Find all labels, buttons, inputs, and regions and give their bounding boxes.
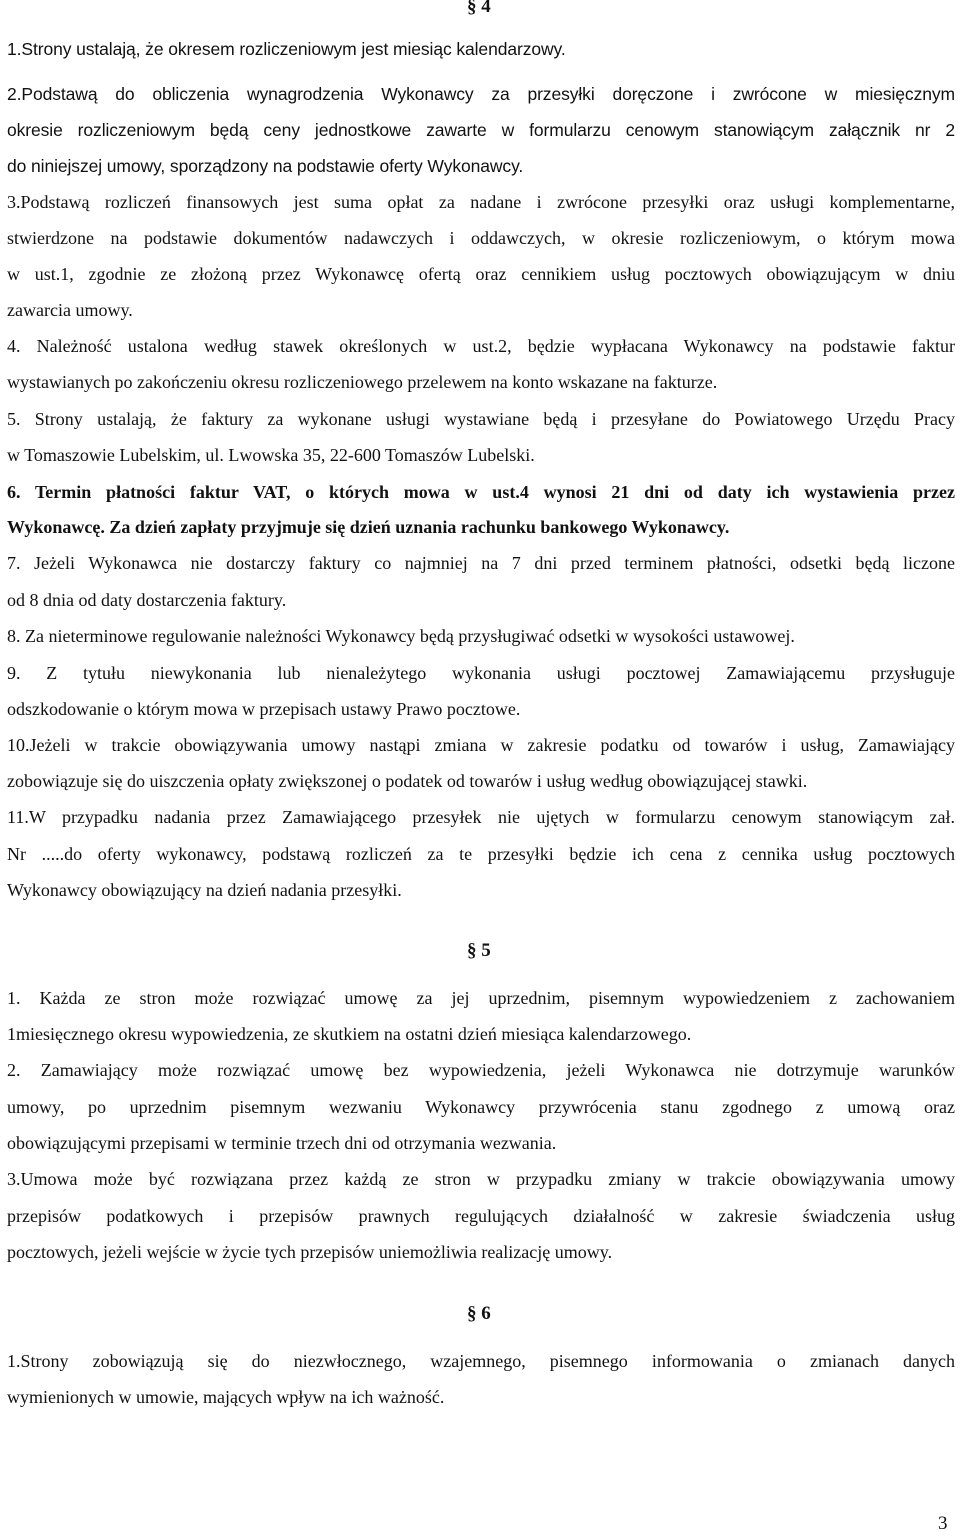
paragraph-line-bold: Wykonawcę. Za dzień zapłaty przyjmuje się dzień uznania rachunku bankowego Wykonawcy. bbox=[7, 517, 730, 537]
paragraph-line: 3.Umowa może być rozwiązana przez każdą ze stron w przypadku zmiany w trakcie obowiązywania umowy bbox=[7, 1169, 955, 1189]
paragraph-line: 1.Strony zobowiązują się do niezwłocznego, wzajemnego, pisemnego informowania o zmianach danych bbox=[7, 1351, 955, 1371]
paragraph-line: 2. Zamawiający może rozwiązać umowę bez wypowiedzenia, jeżeli Wykonawca nie dotrzymuje warunków bbox=[7, 1060, 955, 1080]
paragraph-line-bold: 6. Termin płatności faktur VAT, o których mowa w ust.4 wynosi 21 dni od daty ich wystawienia przez bbox=[7, 482, 955, 502]
paragraph-line: pocztowych, jeżeli wejście w życie tych przepisów uniemożliwia realizację umowy. bbox=[7, 1242, 613, 1262]
paragraph-line: wymienionych w umowie, mających wpływ na ich ważność. bbox=[7, 1387, 445, 1407]
paragraph-line: 8. Za nieterminowe regulowanie należności Wykonawcy będą przysługiwać odsetki w wysokości ustawowej. bbox=[7, 626, 795, 646]
paragraph-line: 11.W przypadku nadania przez Zamawiającego przesyłek nie ujętych w formularzu cenowym stanowiącym zał. bbox=[7, 807, 955, 827]
paragraph-line: wystawianych po zakończeniu okresu rozliczeniowego przelewem na konto wskazane na fakturze. bbox=[7, 372, 718, 392]
paragraph-line: zobowiązuje się do uiszczenia opłaty zwiększonej o podatek od towarów i usług według obowiązującej stawki. bbox=[7, 771, 808, 791]
paragraph-line: okresie rozliczeniowym będą ceny jednostkowe zawarte w formularzu cenowym stanowiącym załącznik nr 2 bbox=[7, 120, 955, 140]
paragraph-line: 2.Podstawą do obliczenia wynagrodzenia Wykonawcy za przesyłki doręczone i zwrócone w miesięcznym bbox=[7, 84, 955, 104]
paragraph-line: w ust.1, zgodnie ze złożoną przez Wykonawcę ofertą oraz cennikiem usług pocztowych obowiązującym w dniu bbox=[7, 264, 955, 284]
section-heading-4: § 4 bbox=[467, 0, 491, 17]
page-number: 3 bbox=[938, 1513, 948, 1534]
paragraph-line: odszkodowanie o którym mowa w przepisach ustawy Prawo pocztowe. bbox=[7, 699, 521, 719]
paragraph-line: 1.Strony ustalają, że okresem rozliczeniowym jest miesiąc kalendarzowy. bbox=[7, 39, 566, 59]
paragraph-line: 10.Jeżeli w trakcie obowiązywania umowy nastąpi zmiana w zakresie podatku od towarów i usług, Zamawiający bbox=[7, 735, 955, 755]
paragraph-line: stwierdzone na podstawie dokumentów nadawczych i oddawczych, w okresie rozliczeniowym, o którym mowa bbox=[7, 228, 955, 248]
paragraph-line: od 8 dnia od daty dostarczenia faktury. bbox=[7, 590, 287, 610]
paragraph-line: 7. Jeżeli Wykonawca nie dostarczy faktury co najmniej na 7 dni przed terminem płatności, odsetki będą liczone bbox=[7, 553, 955, 573]
paragraph-line: do niniejszej umowy, sporządzony na podstawie oferty Wykonawcy. bbox=[7, 156, 524, 176]
section-heading-6: § 6 bbox=[467, 1303, 491, 1324]
paragraph-line: 3.Podstawą rozliczeń finansowych jest suma opłat za nadane i zwrócone przesyłki oraz usługi komplementarne, bbox=[7, 192, 955, 212]
paragraph-line: 5. Strony ustalają, że faktury za wykonane usługi wystawiane będą i przesyłane do Powiatowego Urzędu Pracy bbox=[7, 409, 955, 429]
paragraph-line: 1miesięcznego okresu wypowiedzenia, ze skutkiem na ostatni dzień miesiąca kalendarzowego. bbox=[7, 1024, 692, 1044]
paragraph-line: 1. Każda ze stron może rozwiązać umowę za jej uprzednim, pisemnym wypowiedzeniem z zachowaniem bbox=[7, 988, 955, 1008]
paragraph-line: 9. Z tytułu niewykonania lub nienależytego wykonania usługi pocztowej Zamawiającemu przysługuje bbox=[7, 663, 955, 683]
paragraph-line: obowiązującymi przepisami w terminie trzech dni od otrzymania wezwania. bbox=[7, 1133, 557, 1153]
paragraph-line: zawarcia umowy. bbox=[7, 300, 133, 320]
paragraph-line: Nr .....do oferty wykonawcy, podstawą rozliczeń za te przesyłki będzie ich cena z cennika usług pocztowych bbox=[7, 844, 955, 864]
paragraph-line: przepisów podatkowych i przepisów prawnych regulujących działalność w zakresie świadczenia usług bbox=[7, 1206, 955, 1226]
paragraph-line: w Tomaszowie Lubelskim, ul. Lwowska 35, 22-600 Tomaszów Lubelski. bbox=[7, 445, 535, 465]
section-heading-5: § 5 bbox=[467, 940, 491, 961]
paragraph-line: Wykonawcy obowiązujący na dzień nadania przesyłki. bbox=[7, 880, 402, 900]
paragraph-line: 4. Należność ustalona według stawek określonych w ust.2, będzie wypłacana Wykonawcy na podstawie faktur bbox=[7, 336, 955, 356]
paragraph-line: umowy, po uprzednim pisemnym wezwaniu Wykonawcy przywrócenia stanu zgodnego z umową oraz bbox=[7, 1097, 955, 1117]
